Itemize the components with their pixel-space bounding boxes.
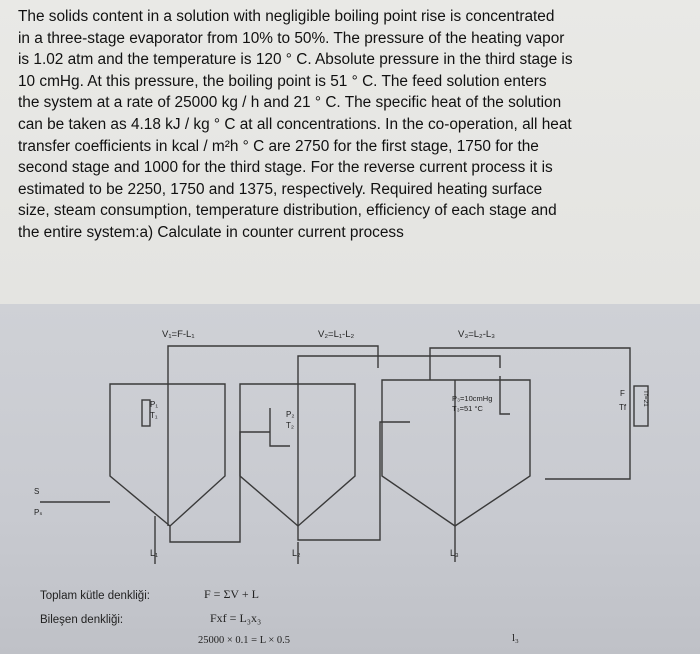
stage1-pressure: P₁ bbox=[150, 400, 159, 409]
problem-line-9: estimated to be 2250, 1750 and 1375, respectively. Required heating surface bbox=[18, 180, 543, 198]
vapor-label-2: V₂=L₁-L₂ bbox=[318, 329, 355, 340]
steam-name: S bbox=[34, 487, 40, 496]
evaporator-diagram bbox=[0, 304, 700, 654]
total-balance-eq: F = ΣV + L bbox=[204, 587, 259, 601]
vapor-line-1 bbox=[168, 346, 378, 384]
problem-line-2: in a three-stage evaporator from 10% to 50%. The pressure of the heating vapor bbox=[18, 29, 565, 47]
heating-coil-3 bbox=[500, 376, 510, 414]
problem-line-5: the system at a rate of 25000 kg / h and 21 ° C. The specific heat of the solution bbox=[18, 94, 562, 112]
problem-line-3: is 1.02 atm and the temperature is 120 ° C. Absolute pressure in the third stage is bbox=[18, 51, 573, 69]
stage3-pressure: P₃=10cmHg bbox=[452, 394, 493, 403]
problem-line-10: size, steam consumption, temperature distribution, efficiency of each stage and bbox=[18, 202, 557, 220]
problem-text bbox=[18, 6, 686, 244]
problem-line-6: can be taken as 4.18 kJ / kg ° C at all concentrations. In the co-operation, all heat bbox=[18, 115, 572, 133]
feed-temp: Tf bbox=[619, 403, 627, 412]
problem-line-8: second stage and 1000 for the third stage. For the reverse current process it is bbox=[18, 159, 553, 177]
feed-line bbox=[545, 444, 630, 479]
stage3-temp: T₃=51 °C bbox=[452, 404, 483, 413]
corner-mark: l₃ bbox=[512, 632, 519, 644]
feed-side-label: Tf=21 bbox=[642, 390, 649, 407]
problem-line-4: 10 cmHg. At this pressure, the boiling point is 51 ° C. The feed solution enters bbox=[18, 72, 547, 90]
liquid-transfer-2 bbox=[298, 422, 410, 540]
total-balance-label: Toplam kütle denkliği: bbox=[40, 590, 150, 602]
vapor-label-3: V₃=L₂-L₃ bbox=[458, 329, 496, 340]
total-balance-row bbox=[40, 588, 150, 603]
numeric-balance-eq: 25000 × 0.1 = L × 0.5 bbox=[198, 635, 291, 646]
heating-element-1 bbox=[142, 400, 150, 426]
liquid-label-1: L₁ bbox=[150, 548, 159, 558]
stage2-temp: T₂ bbox=[286, 421, 294, 430]
problem-line-11: the entire system:a) Calculate in counter current process bbox=[18, 223, 404, 241]
stage2-pressure: P₂ bbox=[286, 410, 295, 419]
liquid-label-3: L₃ bbox=[450, 548, 459, 558]
component-balance-row bbox=[40, 612, 123, 627]
vapor-label-1: V₁=F-L₁ bbox=[162, 329, 195, 340]
problem-line-1: The solids content in a solution with negligible boiling point rise is concentrated bbox=[18, 8, 555, 25]
stage1-temp: T₁ bbox=[150, 411, 158, 420]
steam-pressure: Pₛ bbox=[34, 508, 43, 517]
problem-line-7: transfer coefficients in kcal / m²h ° C are 2750 for the first stage, 1750 for the bbox=[18, 137, 539, 155]
liquid-label-2: L₂ bbox=[292, 548, 301, 558]
feed-name: F bbox=[620, 389, 625, 398]
component-balance-label: Bileşen denkliği: bbox=[40, 614, 124, 626]
liquid-transfer-1 bbox=[170, 432, 270, 542]
component-balance-eq: Fxf = L₃x₃ bbox=[210, 611, 262, 625]
